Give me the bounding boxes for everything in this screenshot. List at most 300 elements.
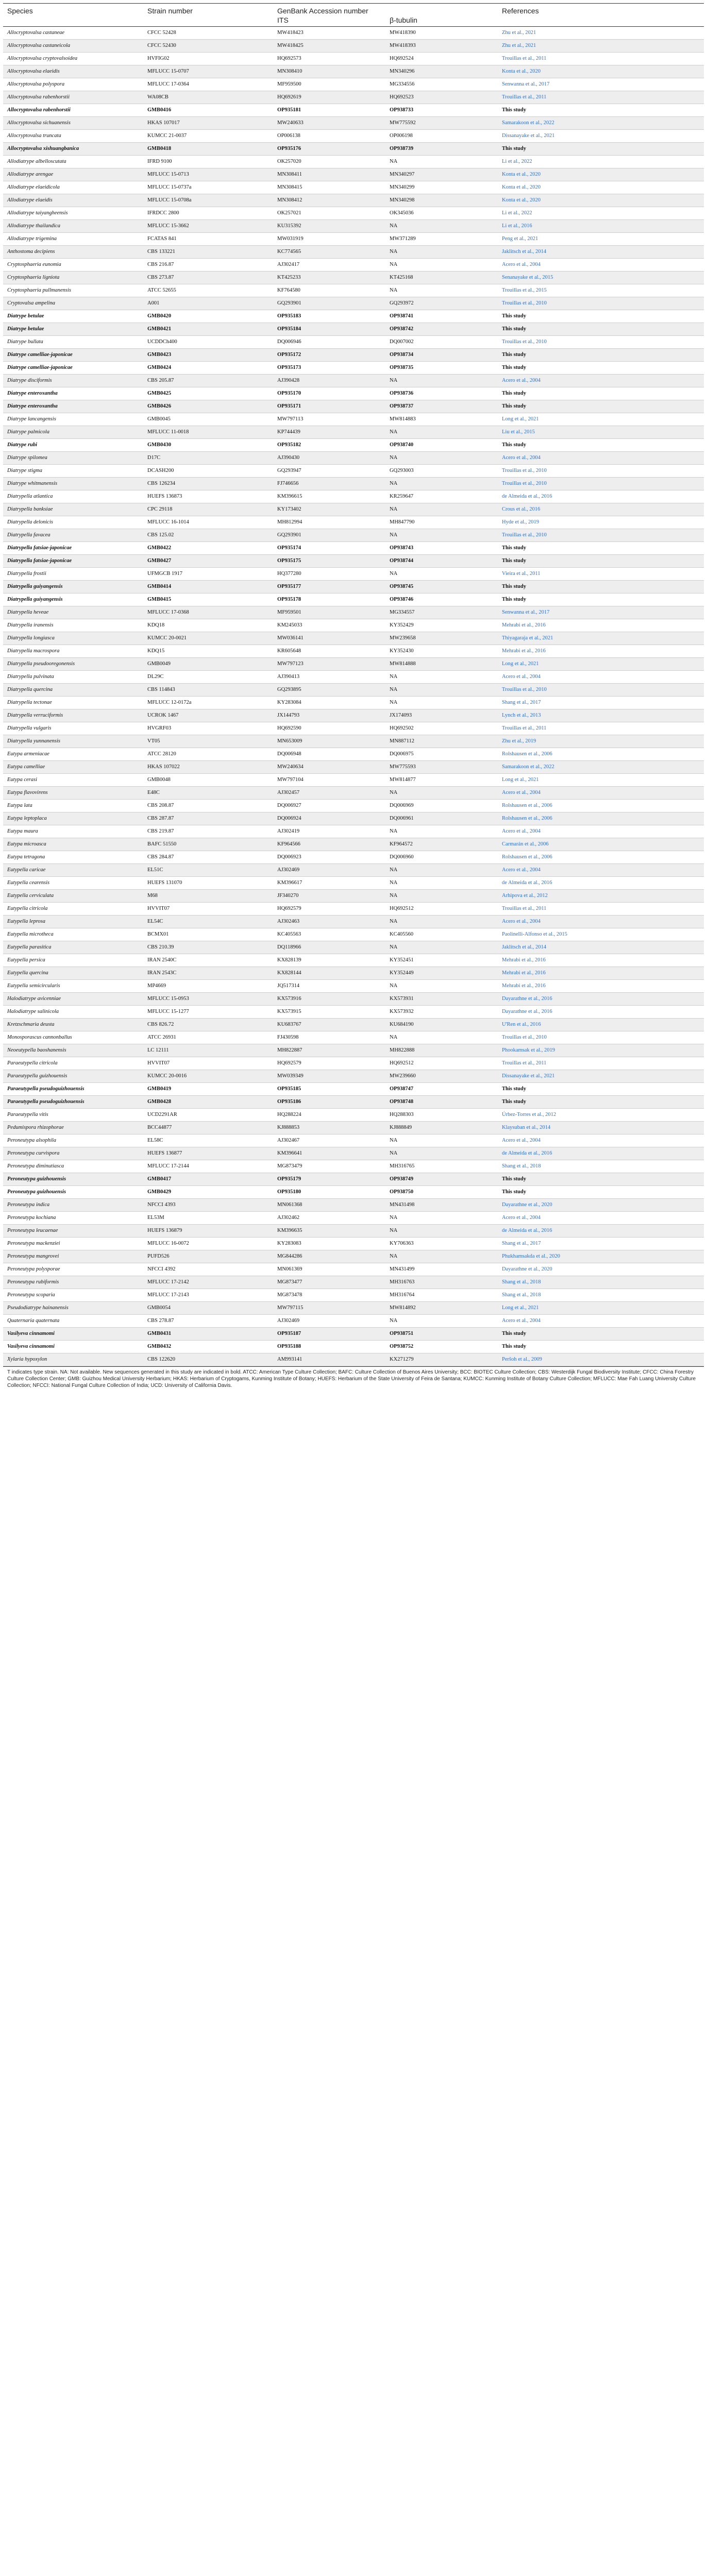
reference-cell[interactable]: Liu et al., 2015 — [498, 426, 704, 439]
reference-cell[interactable]: Dayarathne et al., 2020 — [498, 1199, 704, 1212]
strain-cell: EL54C — [143, 916, 273, 928]
tub-cell: NA — [385, 503, 498, 516]
reference-cell[interactable]: Li et al., 2016 — [498, 220, 704, 233]
table-row — [3, 632, 704, 645]
table-row — [3, 890, 704, 903]
reference-cell[interactable]: Trouillas et al., 2010 — [498, 684, 704, 697]
reference-cell[interactable]: Mehrabi et al., 2016 — [498, 954, 704, 967]
species-cell: Diatrypella iranensis — [3, 619, 143, 632]
reference-cell[interactable]: Zhu et al., 2019 — [498, 735, 704, 748]
table-row — [3, 65, 704, 78]
table-row — [3, 1341, 704, 1353]
reference-cell[interactable]: Peng et al., 2021 — [498, 233, 704, 246]
its-cell: AJ390413 — [273, 671, 385, 684]
reference-cell[interactable]: Vieira et al., 2011 — [498, 568, 704, 581]
species-cell: Peroneutypa rubiformis — [3, 1276, 143, 1289]
tub-cell: KC405560 — [385, 928, 498, 941]
table-row — [3, 181, 704, 194]
its-cell: MH812994 — [273, 516, 385, 529]
reference-cell[interactable]: Shang et al., 2017 — [498, 697, 704, 709]
species-cell: Peroneutypa guizhouensis — [3, 1186, 143, 1199]
reference-cell[interactable]: Trouillas et al., 2015 — [498, 284, 704, 297]
strain-cell: KUMCC 21-0037 — [143, 130, 273, 143]
reference-cell[interactable]: Acero et al., 2004 — [498, 1212, 704, 1225]
tub-cell: OP938741 — [385, 310, 498, 323]
strain-cell: NFCCI 4393 — [143, 1199, 273, 1212]
table-row — [3, 362, 704, 375]
tub-cell: MW418390 — [385, 27, 498, 40]
its-cell: AJ302463 — [273, 916, 385, 928]
strain-cell: HUEFS 136873 — [143, 490, 273, 503]
tub-cell: KJ888849 — [385, 1122, 498, 1134]
strain-cell: CBS 208.87 — [143, 800, 273, 812]
tub-cell: HQ692523 — [385, 91, 498, 104]
reference-cell[interactable]: Senanayake et al., 2015 — [498, 272, 704, 284]
table-row — [3, 1186, 704, 1199]
its-cell: KP744439 — [273, 426, 385, 439]
species-cell: Cryptosphaeria ligniota — [3, 272, 143, 284]
species-cell: Paraeutypella citricola — [3, 1057, 143, 1070]
table-row — [3, 297, 704, 310]
reference-cell[interactable]: Senwanna et al., 2017 — [498, 606, 704, 619]
reference-cell[interactable]: Arhipova et al., 2012 — [498, 890, 704, 903]
species-cell: Diatrypella atlantica — [3, 490, 143, 503]
strain-cell: GMB0421 — [143, 323, 273, 336]
tub-cell: NA — [385, 697, 498, 709]
reference-cell[interactable]: Mehrabi et al., 2016 — [498, 980, 704, 993]
reference-cell[interactable]: de Almeida et al., 2016 — [498, 490, 704, 503]
reference-cell[interactable]: Shang et al., 2017 — [498, 1238, 704, 1250]
strain-cell: GMB0419 — [143, 1083, 273, 1096]
species-cell: Paraeutypella pseudoguizhouensis — [3, 1096, 143, 1109]
species-cell: Diatrypella pseudooregonensis — [3, 658, 143, 671]
table-row — [3, 130, 704, 143]
table-row — [3, 27, 704, 40]
strain-cell: ATCC 26931 — [143, 1031, 273, 1044]
tub-cell: NA — [385, 568, 498, 581]
its-cell: MN308410 — [273, 65, 385, 78]
its-cell: AJ390430 — [273, 452, 385, 465]
species-cell: Allocryptovalsa rabenhorstii — [3, 104, 143, 117]
reference-cell[interactable]: Jaklitsch et al., 2014 — [498, 941, 704, 954]
strain-cell: GMB0432 — [143, 1341, 273, 1353]
strain-cell: IFRD 9100 — [143, 156, 273, 168]
strain-cell: ATCC 52655 — [143, 284, 273, 297]
species-cell: Allocryptovalsa elaeidis — [3, 65, 143, 78]
reference-cell: This study — [498, 1096, 704, 1109]
table-row — [3, 645, 704, 658]
reference-cell[interactable]: Hyde et al., 2019 — [498, 516, 704, 529]
reference-cell: This study — [498, 323, 704, 336]
reference-cell[interactable]: Jaklitsch et al., 2014 — [498, 246, 704, 259]
reference-cell[interactable]: Rolshausen et al., 2006 — [498, 812, 704, 825]
strain-cell: CBS 114843 — [143, 684, 273, 697]
reference-cell[interactable]: Dayarathne et al., 2016 — [498, 1006, 704, 1019]
reference-cell: This study — [498, 143, 704, 156]
table-row — [3, 1044, 704, 1057]
its-cell: MN653009 — [273, 735, 385, 748]
species-cell: Monosporascus cannonballus — [3, 1031, 143, 1044]
table-row — [3, 387, 704, 400]
reference-cell: This study — [498, 439, 704, 452]
reference-cell[interactable]: Acero et al., 2004 — [498, 916, 704, 928]
reference-cell[interactable]: Dayarathne et al., 2016 — [498, 993, 704, 1006]
species-cell: Eutypa leptoplaca — [3, 812, 143, 825]
reference-cell[interactable]: Trouillas et al., 2011 — [498, 91, 704, 104]
species-cell: Diatrypella tectonae — [3, 697, 143, 709]
strain-cell: KDQ15 — [143, 645, 273, 658]
tub-cell: MW239658 — [385, 632, 498, 645]
reference-cell[interactable]: Peršoh et al., 2009 — [498, 1353, 704, 1366]
strain-cell: A001 — [143, 297, 273, 310]
table-row — [3, 478, 704, 490]
tub-cell: NA — [385, 787, 498, 800]
tub-cell: OP938749 — [385, 1173, 498, 1186]
tub-cell: JX174093 — [385, 709, 498, 722]
reference-cell[interactable]: Samarakoon et al., 2022 — [498, 761, 704, 774]
species-cell: Kretzschmaria deusta — [3, 1019, 143, 1031]
table-row — [3, 1353, 704, 1366]
reference-cell[interactable]: U'Ren et al., 2016 — [498, 1019, 704, 1031]
species-cell: Allodiatrype arengae — [3, 168, 143, 181]
reference-cell[interactable]: Trouillas et al., 2010 — [498, 465, 704, 478]
species-cell: Peroneutypa kochiana — [3, 1212, 143, 1225]
tub-cell: NA — [385, 478, 498, 490]
reference-cell[interactable]: Long et al., 2021 — [498, 1302, 704, 1315]
its-cell: AJ302467 — [273, 1134, 385, 1147]
strain-cell: GMB0420 — [143, 310, 273, 323]
its-cell: HQ692590 — [273, 722, 385, 735]
table-row — [3, 246, 704, 259]
reference-cell[interactable]: Long et al., 2021 — [498, 658, 704, 671]
reference-cell[interactable]: Úrbez-Torres et al., 2012 — [498, 1109, 704, 1122]
reference-cell[interactable]: Trouillas et al., 2010 — [498, 529, 704, 542]
reference-cell[interactable]: Phukhamsakda et al., 2020 — [498, 1250, 704, 1263]
reference-cell[interactable]: Acero et al., 2004 — [498, 864, 704, 877]
reference-cell: This study — [498, 1173, 704, 1186]
species-cell: Peroneutypa indica — [3, 1199, 143, 1212]
reference-cell[interactable]: Lynch et al., 2013 — [498, 709, 704, 722]
tub-cell: DQ006975 — [385, 748, 498, 761]
species-cell: Diatrypella verruciformis — [3, 709, 143, 722]
tub-cell: KY352449 — [385, 967, 498, 980]
tub-cell: KY352451 — [385, 954, 498, 967]
table-row — [3, 954, 704, 967]
tub-cell: HQ288303 — [385, 1109, 498, 1122]
strain-cell: HVVIT07 — [143, 903, 273, 916]
its-cell: OP935183 — [273, 310, 385, 323]
tub-cell: MW814888 — [385, 658, 498, 671]
its-cell: OP935187 — [273, 1328, 385, 1341]
tub-cell: MN340298 — [385, 194, 498, 207]
reference-cell[interactable]: Paolinelli-Alfonso et al., 2015 — [498, 928, 704, 941]
header-strain: Strain number — [143, 4, 273, 16]
tub-cell: NA — [385, 1225, 498, 1238]
reference-cell[interactable]: Samarakoon et al., 2022 — [498, 117, 704, 130]
reference-cell[interactable]: Acero et al., 2004 — [498, 787, 704, 800]
strain-cell: DL29C — [143, 671, 273, 684]
reference-cell[interactable]: Rolshausen et al., 2006 — [498, 748, 704, 761]
table-row — [3, 1315, 704, 1328]
tub-cell: OP938748 — [385, 1096, 498, 1109]
species-cell: Pseudodiatrype hainanensis — [3, 1302, 143, 1315]
reference-cell[interactable]: Trouillas et al., 2011 — [498, 53, 704, 65]
reference-cell[interactable]: Acero et al., 2004 — [498, 375, 704, 387]
reference-cell[interactable]: Dissanayake et al., 2021 — [498, 1070, 704, 1083]
reference-cell[interactable]: Shang et al., 2018 — [498, 1160, 704, 1173]
table-row — [3, 1328, 704, 1341]
tub-cell: NA — [385, 864, 498, 877]
table-row — [3, 310, 704, 323]
reference-cell[interactable]: Trouillas et al., 2010 — [498, 1031, 704, 1044]
reference-cell[interactable]: Mehrabi et al., 2016 — [498, 619, 704, 632]
its-cell: OK257020 — [273, 156, 385, 168]
tub-cell: NA — [385, 284, 498, 297]
its-cell: KM396617 — [273, 877, 385, 890]
reference-cell[interactable]: Mehrabi et al., 2016 — [498, 967, 704, 980]
strain-cell: GMB0427 — [143, 555, 273, 568]
table-row — [3, 259, 704, 272]
reference-cell: This study — [498, 594, 704, 606]
table-row — [3, 1276, 704, 1289]
strain-cell: HVGRF03 — [143, 722, 273, 735]
reference-cell[interactable]: Trouillas et al., 2011 — [498, 1057, 704, 1070]
reference-cell[interactable]: Konta et al., 2020 — [498, 194, 704, 207]
its-cell: KF764580 — [273, 284, 385, 297]
reference-cell[interactable]: de Almeida et al., 2016 — [498, 1147, 704, 1160]
tub-cell: KY352429 — [385, 619, 498, 632]
species-cell: Eutypa armeniacae — [3, 748, 143, 761]
strain-cell: MFLUCC 16-1014 — [143, 516, 273, 529]
tub-cell: MN340297 — [385, 168, 498, 181]
its-cell: HQ692579 — [273, 903, 385, 916]
reference-cell[interactable]: Mehrabi et al., 2016 — [498, 645, 704, 658]
table-row — [3, 323, 704, 336]
reference-cell[interactable]: de Almeida et al., 2016 — [498, 1225, 704, 1238]
reference-cell[interactable]: Konta et al., 2020 — [498, 168, 704, 181]
species-cell: Diatrype lancangensis — [3, 413, 143, 426]
strain-cell: MFLUCC 15-0953 — [143, 993, 273, 1006]
reference-cell[interactable]: de Almeida et al., 2016 — [498, 877, 704, 890]
table-row — [3, 1225, 704, 1238]
species-cell: Peroneutypa scoparia — [3, 1289, 143, 1302]
table-row — [3, 284, 704, 297]
its-cell: DQ006948 — [273, 748, 385, 761]
table-row — [3, 980, 704, 993]
reference-cell[interactable]: Acero et al., 2004 — [498, 1315, 704, 1328]
tub-cell: HQ692502 — [385, 722, 498, 735]
its-cell: OP935175 — [273, 555, 385, 568]
table-row — [3, 336, 704, 349]
species-cell: Quaternaria quaternata — [3, 1315, 143, 1328]
its-cell: AJ390428 — [273, 375, 385, 387]
species-cell: Eutypa tetragona — [3, 851, 143, 864]
reference-cell[interactable]: Li et al., 2022 — [498, 207, 704, 220]
species-cell: Diatrypella frostii — [3, 568, 143, 581]
tub-cell: NA — [385, 1134, 498, 1147]
strain-cell: EL53M — [143, 1212, 273, 1225]
reference-cell: This study — [498, 1328, 704, 1341]
reference-cell[interactable]: Acero et al., 2004 — [498, 825, 704, 838]
strain-cell: MFLUCC 17-2144 — [143, 1160, 273, 1173]
strain-cell: CBS 125.02 — [143, 529, 273, 542]
tub-cell: MG334557 — [385, 606, 498, 619]
reference-cell[interactable]: Trouillas et al., 2011 — [498, 722, 704, 735]
header-tub: β-tubulin — [385, 16, 498, 27]
its-cell: MF959500 — [273, 78, 385, 91]
its-cell: OP935172 — [273, 349, 385, 362]
tub-cell: OP938746 — [385, 594, 498, 606]
tub-cell: OP938751 — [385, 1328, 498, 1341]
strain-cell: MFLUCC 12-0172a — [143, 697, 273, 709]
reference-cell[interactable]: Long et al., 2021 — [498, 413, 704, 426]
tub-cell: NA — [385, 941, 498, 954]
its-cell: KM245033 — [273, 619, 385, 632]
reference-cell[interactable]: Dayarathne et al., 2020 — [498, 1263, 704, 1276]
table-row — [3, 1147, 704, 1160]
reference-cell[interactable]: Zhu et al., 2021 — [498, 27, 704, 40]
reference-cell[interactable]: Klaysuban et al., 2014 — [498, 1122, 704, 1134]
its-cell: DQ006946 — [273, 336, 385, 349]
species-cell: Diatrype spilomea — [3, 452, 143, 465]
reference-cell[interactable]: Acero et al., 2004 — [498, 259, 704, 272]
reference-cell[interactable]: Rolshausen et al., 2006 — [498, 800, 704, 812]
its-cell: MW797104 — [273, 774, 385, 787]
its-cell: MW797113 — [273, 413, 385, 426]
reference-cell[interactable]: Trouillas et al., 2010 — [498, 336, 704, 349]
reference-cell[interactable]: Trouillas et al., 2010 — [498, 297, 704, 310]
table-row — [3, 1096, 704, 1109]
table-row — [3, 1238, 704, 1250]
tub-cell: MH316765 — [385, 1160, 498, 1173]
tub-cell: NA — [385, 529, 498, 542]
reference-cell[interactable]: Thiyagaraja et al., 2021 — [498, 632, 704, 645]
strain-cell: IFRDCC 2800 — [143, 207, 273, 220]
table-row — [3, 78, 704, 91]
tub-cell: KX573932 — [385, 1006, 498, 1019]
reference-cell[interactable]: Dissanayake et al., 2021 — [498, 130, 704, 143]
species-cell: Eutypella semicircularis — [3, 980, 143, 993]
its-cell: OP006138 — [273, 130, 385, 143]
species-cell: Allocryptovalsa sichuanensis — [3, 117, 143, 130]
strain-cell: HUEFS 136877 — [143, 1147, 273, 1160]
reference-cell[interactable]: Konta et al., 2020 — [498, 181, 704, 194]
reference-cell[interactable]: Long et al., 2021 — [498, 774, 704, 787]
strain-cell: CBS 122620 — [143, 1353, 273, 1366]
reference-cell[interactable]: Trouillas et al., 2011 — [498, 903, 704, 916]
species-cell: Anthostoma decipiens — [3, 246, 143, 259]
its-cell: HQ288224 — [273, 1109, 385, 1122]
table-row — [3, 594, 704, 606]
strain-cell: CBS 133221 — [143, 246, 273, 259]
reference-cell[interactable]: Shang et al., 2018 — [498, 1289, 704, 1302]
strain-cell: GMB0423 — [143, 349, 273, 362]
its-cell: MW240634 — [273, 761, 385, 774]
species-cell: Diatrype enteroxantha — [3, 400, 143, 413]
tub-cell: OK345036 — [385, 207, 498, 220]
species-cell: Peroneutypa polysporae — [3, 1263, 143, 1276]
its-cell: OP935185 — [273, 1083, 385, 1096]
table-row — [3, 503, 704, 516]
strain-cell: GMB0430 — [143, 439, 273, 452]
reference-cell: This study — [498, 400, 704, 413]
its-cell: OK257021 — [273, 207, 385, 220]
header-references: References — [498, 4, 704, 16]
species-cell: Eutypa maura — [3, 825, 143, 838]
strain-cell: HUEFS 131070 — [143, 877, 273, 890]
tub-cell: NA — [385, 220, 498, 233]
table-row — [3, 941, 704, 954]
tub-cell: MW814883 — [385, 413, 498, 426]
its-cell: KR605648 — [273, 645, 385, 658]
species-cell: Eutypella parasitica — [3, 941, 143, 954]
tub-cell: MW814892 — [385, 1302, 498, 1315]
reference-cell[interactable]: Trouillas et al., 2010 — [498, 478, 704, 490]
table-row — [3, 658, 704, 671]
species-cell: Cryptovalsa ampelina — [3, 297, 143, 310]
its-cell: GQ293901 — [273, 297, 385, 310]
species-cell: Eutypella caricae — [3, 864, 143, 877]
reference-cell[interactable]: Crous et al., 2016 — [498, 503, 704, 516]
header-genbank: GenBank Accession number — [273, 4, 498, 16]
strain-cell: UCD2291AR — [143, 1109, 273, 1122]
species-cell: Allocryptovalsa truncata — [3, 130, 143, 143]
tub-cell: NA — [385, 980, 498, 993]
reference-cell[interactable]: Acero et al., 2004 — [498, 671, 704, 684]
table-row — [3, 1212, 704, 1225]
tub-cell: GQ293003 — [385, 465, 498, 478]
reference-cell[interactable]: Shang et al., 2018 — [498, 1276, 704, 1289]
table-row — [3, 928, 704, 941]
strain-cell: MFLUCC 17-2142 — [143, 1276, 273, 1289]
species-cell: Xylaria hypoxylon — [3, 1353, 143, 1366]
reference-cell[interactable]: Carmarán et al., 2006 — [498, 838, 704, 851]
reference-cell: This study — [498, 349, 704, 362]
its-cell: MG873477 — [273, 1276, 385, 1289]
reference-cell[interactable]: Phookamsak et al., 2019 — [498, 1044, 704, 1057]
species-cell: Diatrype betulae — [3, 323, 143, 336]
its-cell: KX573916 — [273, 993, 385, 1006]
strain-cell: D17C — [143, 452, 273, 465]
species-cell: Diatrype betulae — [3, 310, 143, 323]
strain-cell: UCROK 1467 — [143, 709, 273, 722]
reference-cell[interactable]: Acero et al., 2004 — [498, 452, 704, 465]
table-row — [3, 272, 704, 284]
its-cell: MN308412 — [273, 194, 385, 207]
table-row — [3, 400, 704, 413]
reference-cell[interactable]: Konta et al., 2020 — [498, 65, 704, 78]
table-row — [3, 1302, 704, 1315]
table-row — [3, 993, 704, 1006]
species-cell: Allocryptovalsa rabenhorstii — [3, 91, 143, 104]
strain-cell: HVFIG02 — [143, 53, 273, 65]
tub-cell: MH316763 — [385, 1276, 498, 1289]
reference-cell[interactable]: Acero et al., 2004 — [498, 1134, 704, 1147]
reference-cell[interactable]: Li et al., 2022 — [498, 156, 704, 168]
reference-cell[interactable]: Zhu et al., 2021 — [498, 40, 704, 53]
strain-cell: MP4669 — [143, 980, 273, 993]
reference-cell[interactable]: Senwanna et al., 2017 — [498, 78, 704, 91]
its-cell: FJ746656 — [273, 478, 385, 490]
strain-cell: MFLUCC 15-0708a — [143, 194, 273, 207]
table-row — [3, 774, 704, 787]
reference-cell: This study — [498, 310, 704, 323]
its-cell: OP935182 — [273, 439, 385, 452]
species-cell: Diatrype rubi — [3, 439, 143, 452]
table-row — [3, 1006, 704, 1019]
its-cell: JX144793 — [273, 709, 385, 722]
reference-cell[interactable]: Rolshausen et al., 2006 — [498, 851, 704, 864]
